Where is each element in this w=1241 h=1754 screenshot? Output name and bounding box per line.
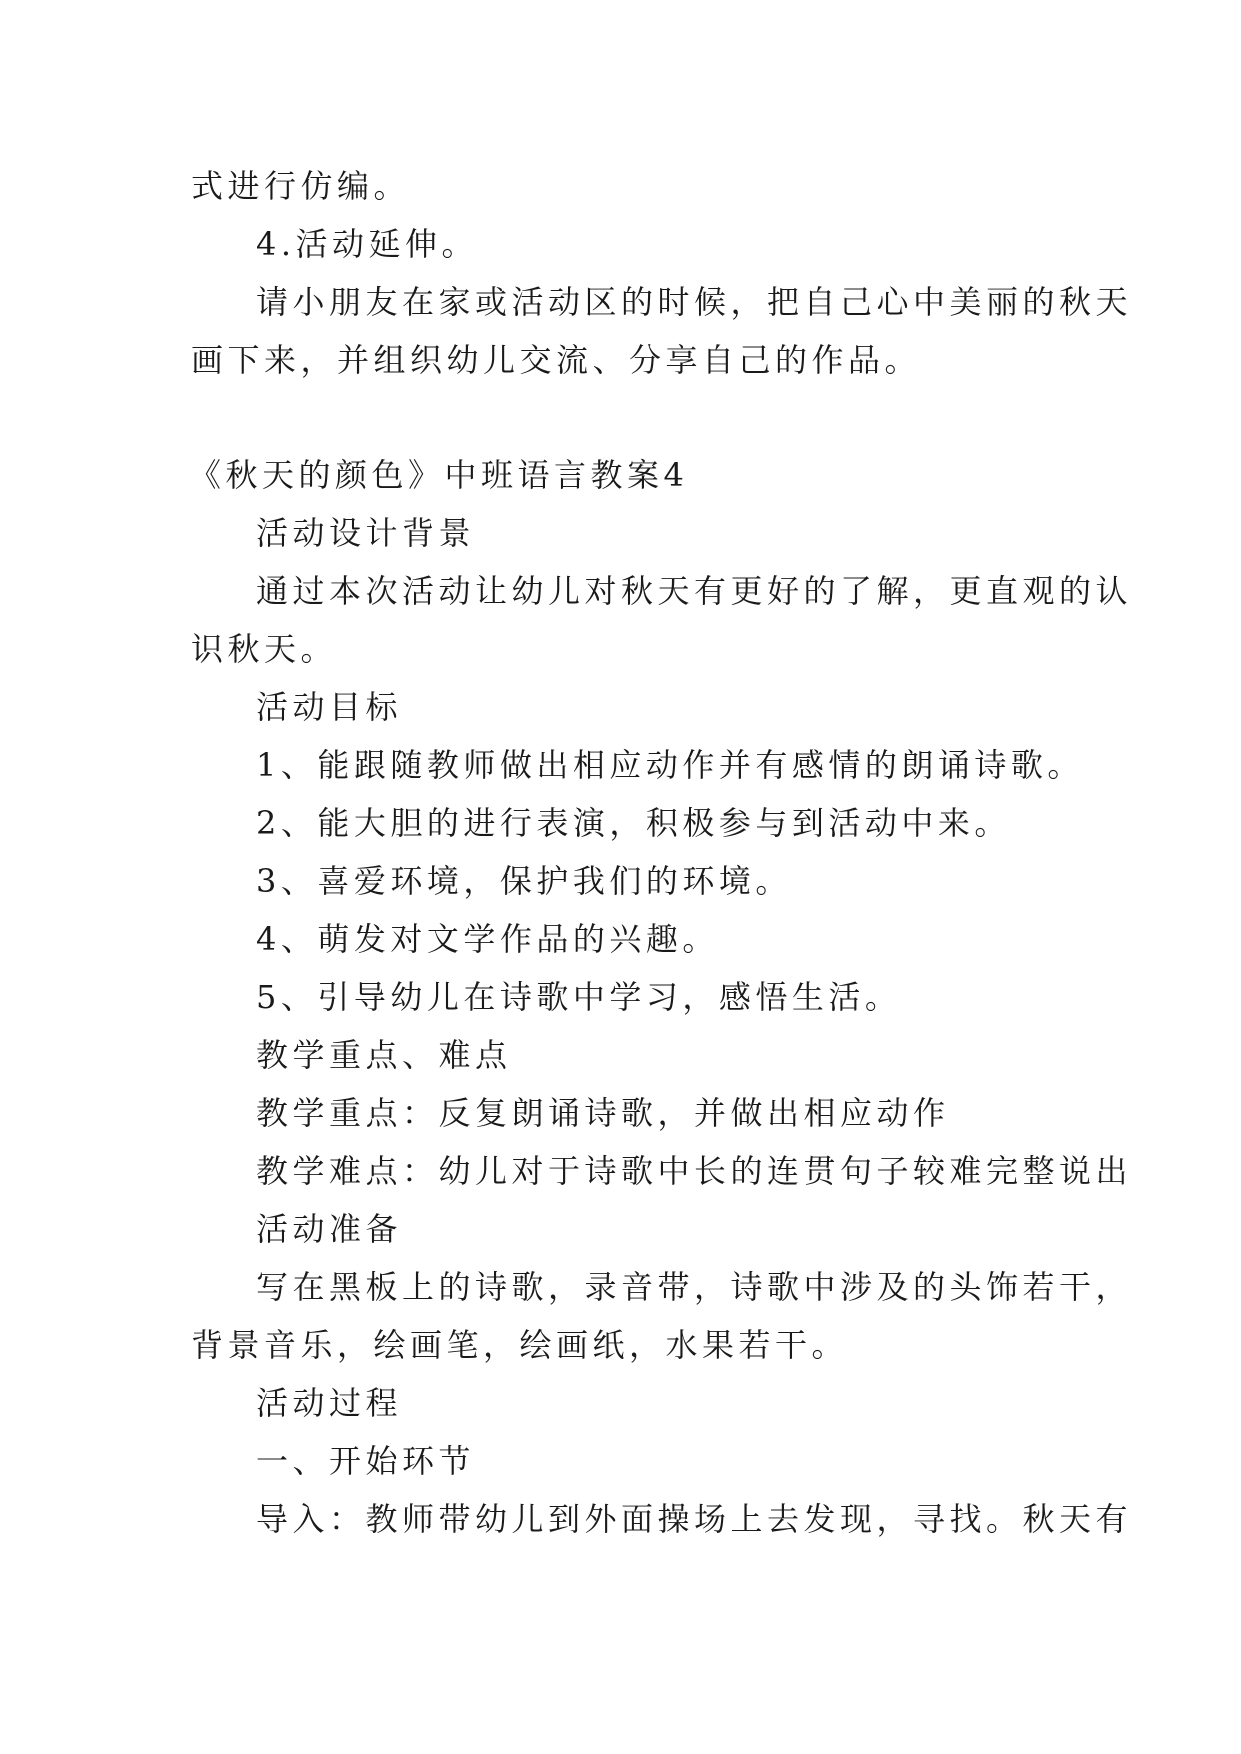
paragraph-line: 写在黑板上的诗歌，录音带，诗歌中涉及的头饰若干，: [256, 1268, 1133, 1306]
paragraph-continuation: 式进行仿编。: [191, 167, 411, 205]
list-item: 3、喜爱环境，保护我们的环境。: [256, 862, 792, 900]
subheading: 活动目标: [256, 688, 403, 726]
paragraph-line: 画下来，并组织幼儿交流、分享自己的作品。: [191, 341, 922, 379]
list-item: 2、能大胆的进行表演，积极参与到活动中来。: [256, 804, 1011, 842]
list-item: 4、萌发对文学作品的兴趣。: [256, 920, 719, 958]
paragraph-line: 教学难点：幼儿对于诗歌中长的连贯句子较难完整说出: [256, 1152, 1133, 1190]
subheading: 活动过程: [256, 1384, 403, 1422]
step-heading: 4.活动延伸。: [256, 225, 479, 263]
section-title: 《秋天的颜色》中班语言教案4: [189, 456, 689, 494]
list-item: 5、引导幼儿在诗歌中学习，感悟生活。: [256, 978, 902, 1016]
paragraph-line: 请小朋友在家或活动区的时候，把自己心中美丽的秋天: [256, 283, 1133, 321]
paragraph-line: 通过本次活动让幼儿对秋天有更好的了解，更直观的认: [256, 572, 1133, 610]
paragraph-line: 识秋天。: [191, 630, 338, 668]
subheading: 活动设计背景: [256, 514, 476, 552]
paragraph-line: 教学重点：反复朗诵诗歌，并做出相应动作: [256, 1094, 950, 1132]
paragraph-line: 导入：教师带幼儿到外面操场上去发现，寻找。秋天有: [256, 1500, 1133, 1538]
paragraph-line: 背景音乐，绘画笔，绘画纸，水果若干。: [191, 1326, 849, 1364]
subheading: 活动准备: [256, 1210, 403, 1248]
subheading: 教学重点、难点: [256, 1036, 512, 1074]
subheading: 一、开始环节: [256, 1442, 476, 1480]
list-item: 1、能跟随教师做出相应动作并有感情的朗诵诗歌。: [256, 746, 1084, 784]
